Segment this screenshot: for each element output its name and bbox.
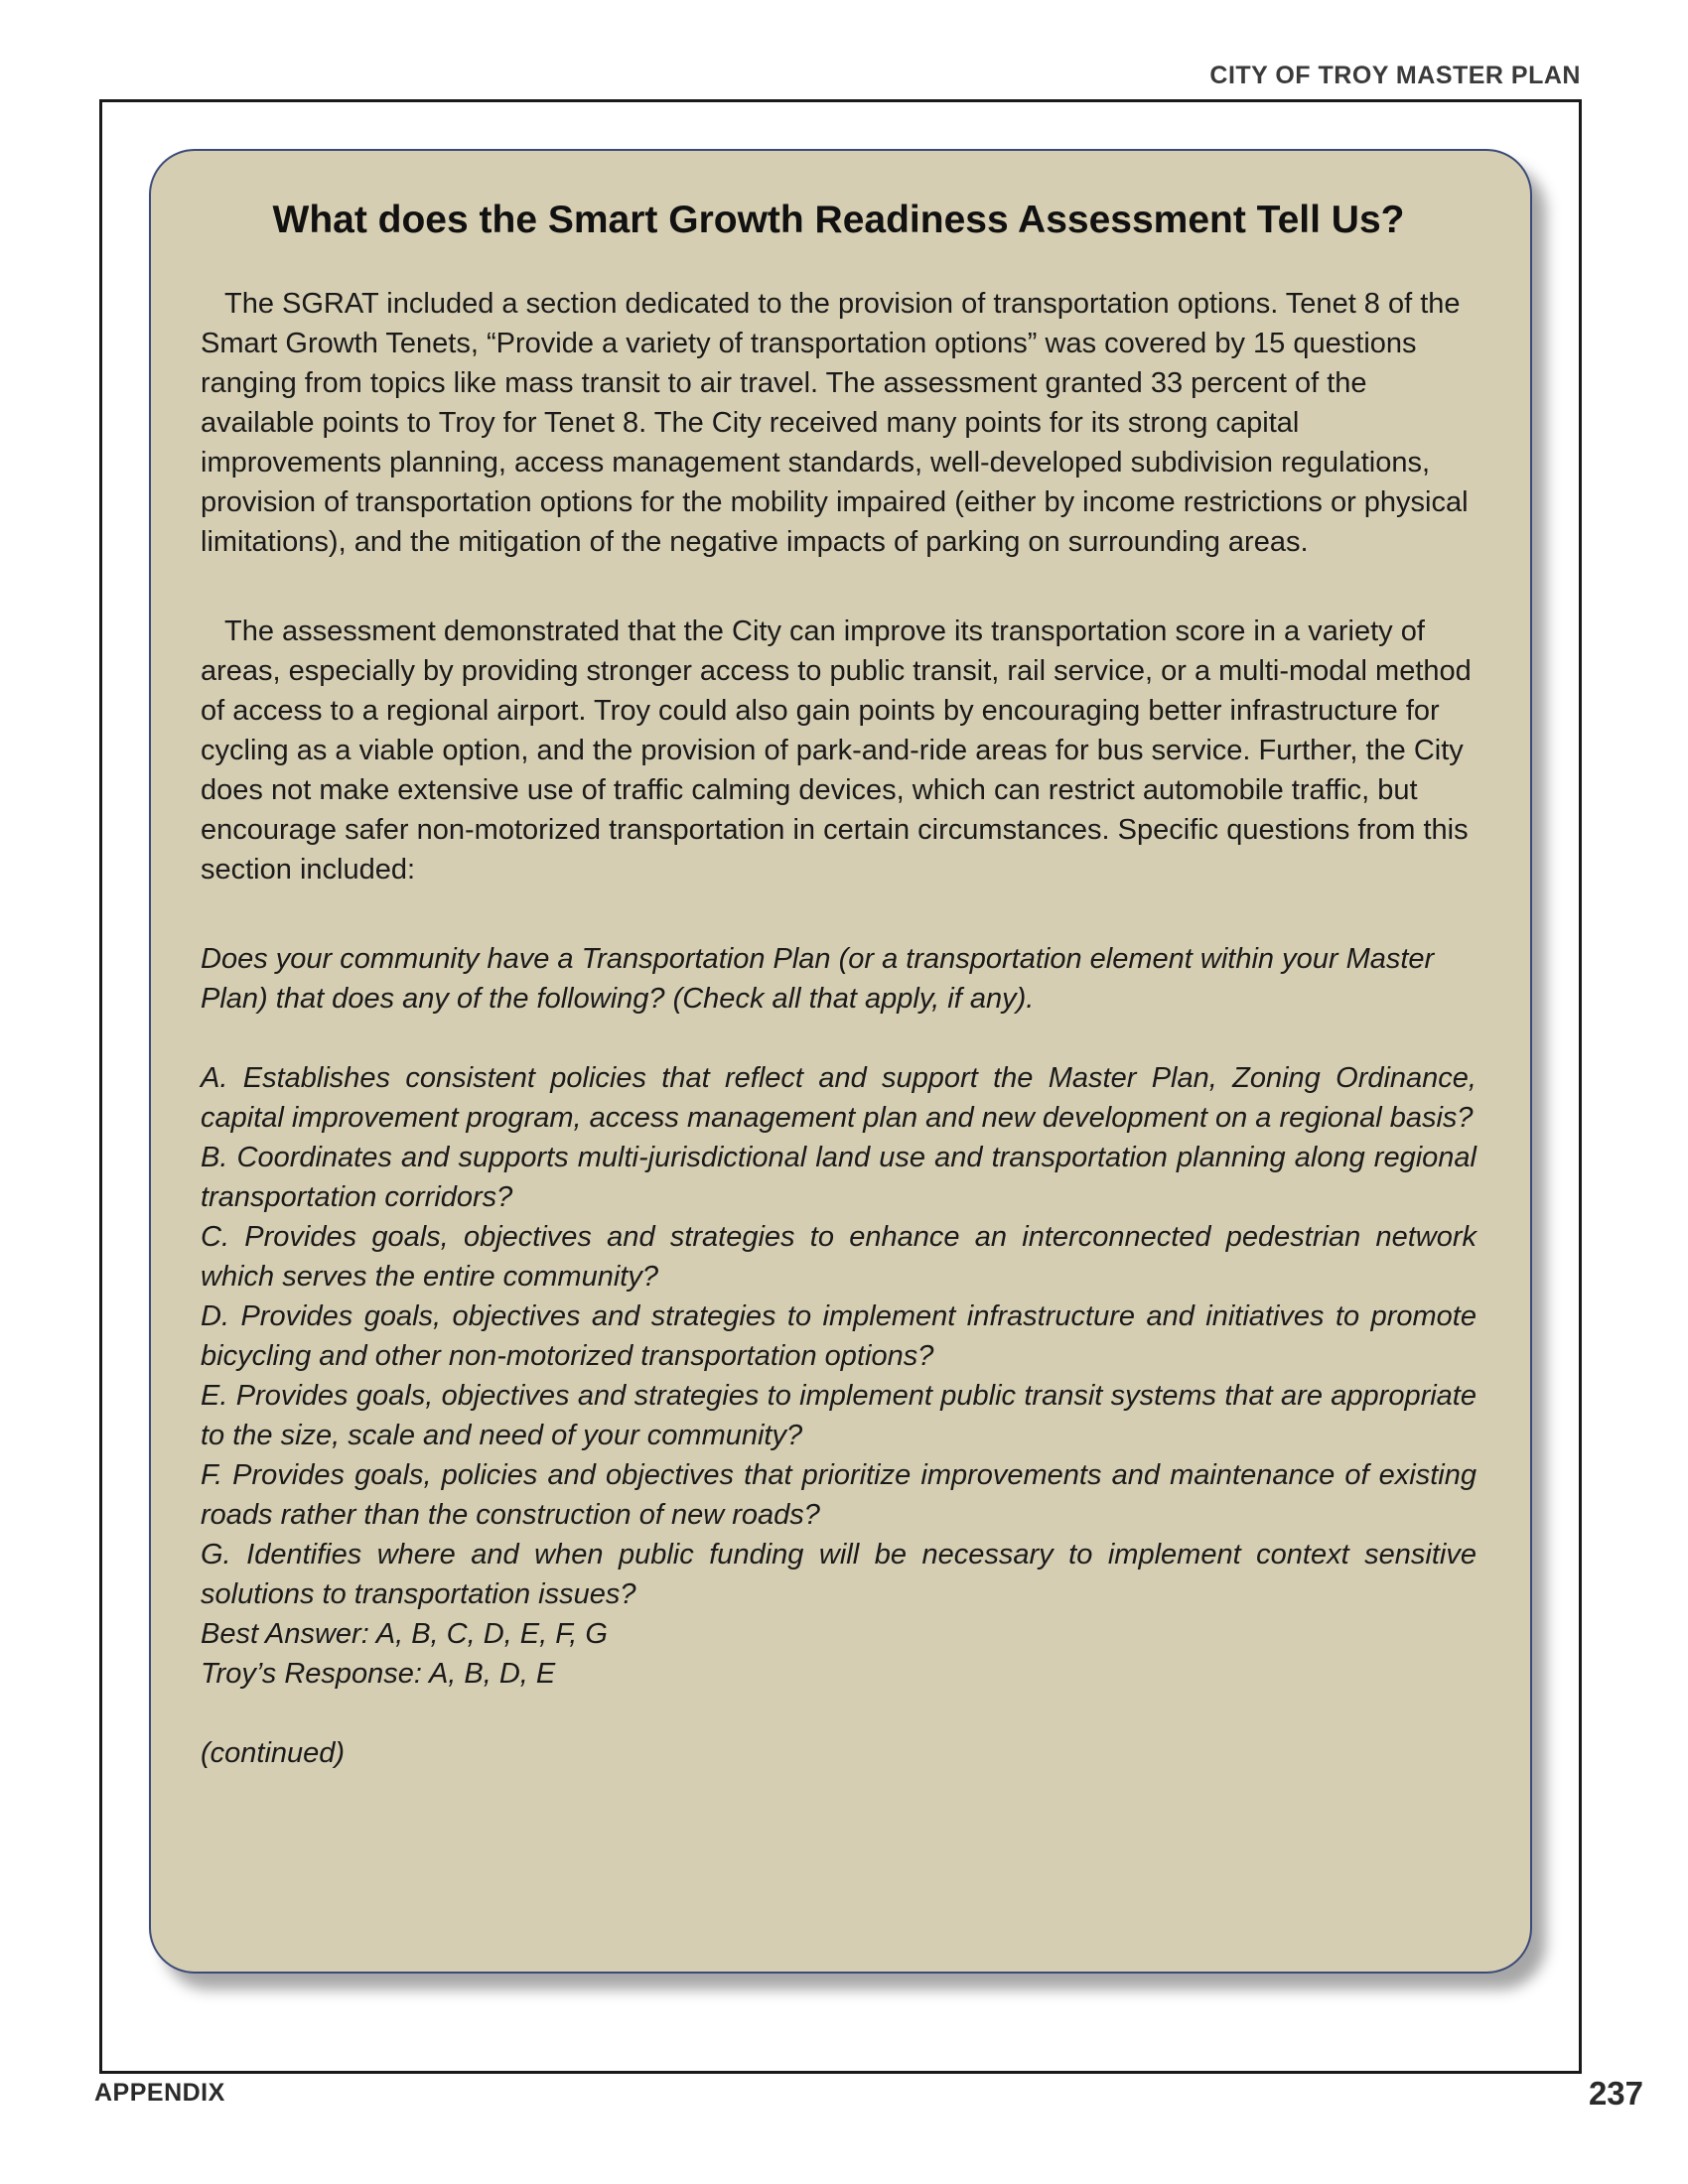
body-paragraph-1: The SGRAT included a section dedicated to the provision of transportation options. Tenet 8 of the Smart Growth Tenets, “Provide a variety of transportation options” was covered by 15 questions ranging from topics like mass transit to air travel. The assessment granted 33 percent of the available points to Troy for Tenet 8. The City received many points for its strong capital improvements planning, access management standards, well-developed subdivision regulations, provision of transportation options for the mobility impaired (either by income restrictions or physical limitations), and the mitigation of the negative impacts of parking on surrounding areas. [201,288,1469,558]
body-paragraph-2: The assessment demonstrated that the City can improve its transportation score in a variety of areas, especially by providing stronger access to public transit, rail service, or a multi-modal method of access to a regional airport. Troy could also gain points by encouraging better infrastructure for cycling as a viable option, and the provision of park-and-ride areas for bus service. Further, the City does not make extensive use of traffic calming devices, which can restrict automobile traffic, but encourage safer non-motorized transportation in certain circumstances. Specific questions from this section included: [201,615,1472,886]
question-block [201,939,1477,1773]
question-intro: Does your community have a Transportation Plan (or a transportation element within your Master Plan) that does any of the following? (Check all that apply, if any). [201,943,1435,1015]
troy-response: Troy’s Response: A, B, D, E [201,1658,556,1690]
question-option-a: A. Establishes consistent policies that reflect and support the Master Plan, Zoning Ordinance, capital improvement program, access management plan and new development on a regional basis? [201,1062,1477,1134]
question-option-e: E. Provides goals, objectives and strategies to implement public transit systems that are appropriate to the size, scale and need of your community? [201,1380,1477,1451]
continued-note: (continued) [201,1737,346,1769]
running-header: CITY OF TROY MASTER PLAN [1209,62,1581,89]
question-option-g: G. Identifies where and when public funding will be necessary to implement context sensitive solutions to transportation issues? [201,1539,1477,1610]
question-option-c: C. Provides goals, objectives and strategies to enhance an interconnected pedestrian network which serves the entire community? [201,1221,1477,1293]
callout-title: What does the Smart Growth Readiness Assessment Tell Us? [272,199,1405,241]
page-number: 237 [1588,2075,1643,2112]
footer-section-label: APPENDIX [94,2079,225,2107]
callout-box [149,149,1532,1974]
question-option-d: D. Provides goals, objectives and strategies to implement infrastructure and initiatives to promote bicycling and other non-motorized transportation options? [201,1300,1477,1372]
question-option-f: F. Provides goals, policies and objectives that prioritize improvements and maintenance of existing roads rather than the construction of new roads? [201,1459,1477,1531]
best-answer: Best Answer: A, B, C, D, E, F, G [201,1618,608,1650]
question-option-b: B. Coordinates and supports multi-jurisdictional land use and transportation planning along regional transportation corridors? [201,1142,1477,1213]
